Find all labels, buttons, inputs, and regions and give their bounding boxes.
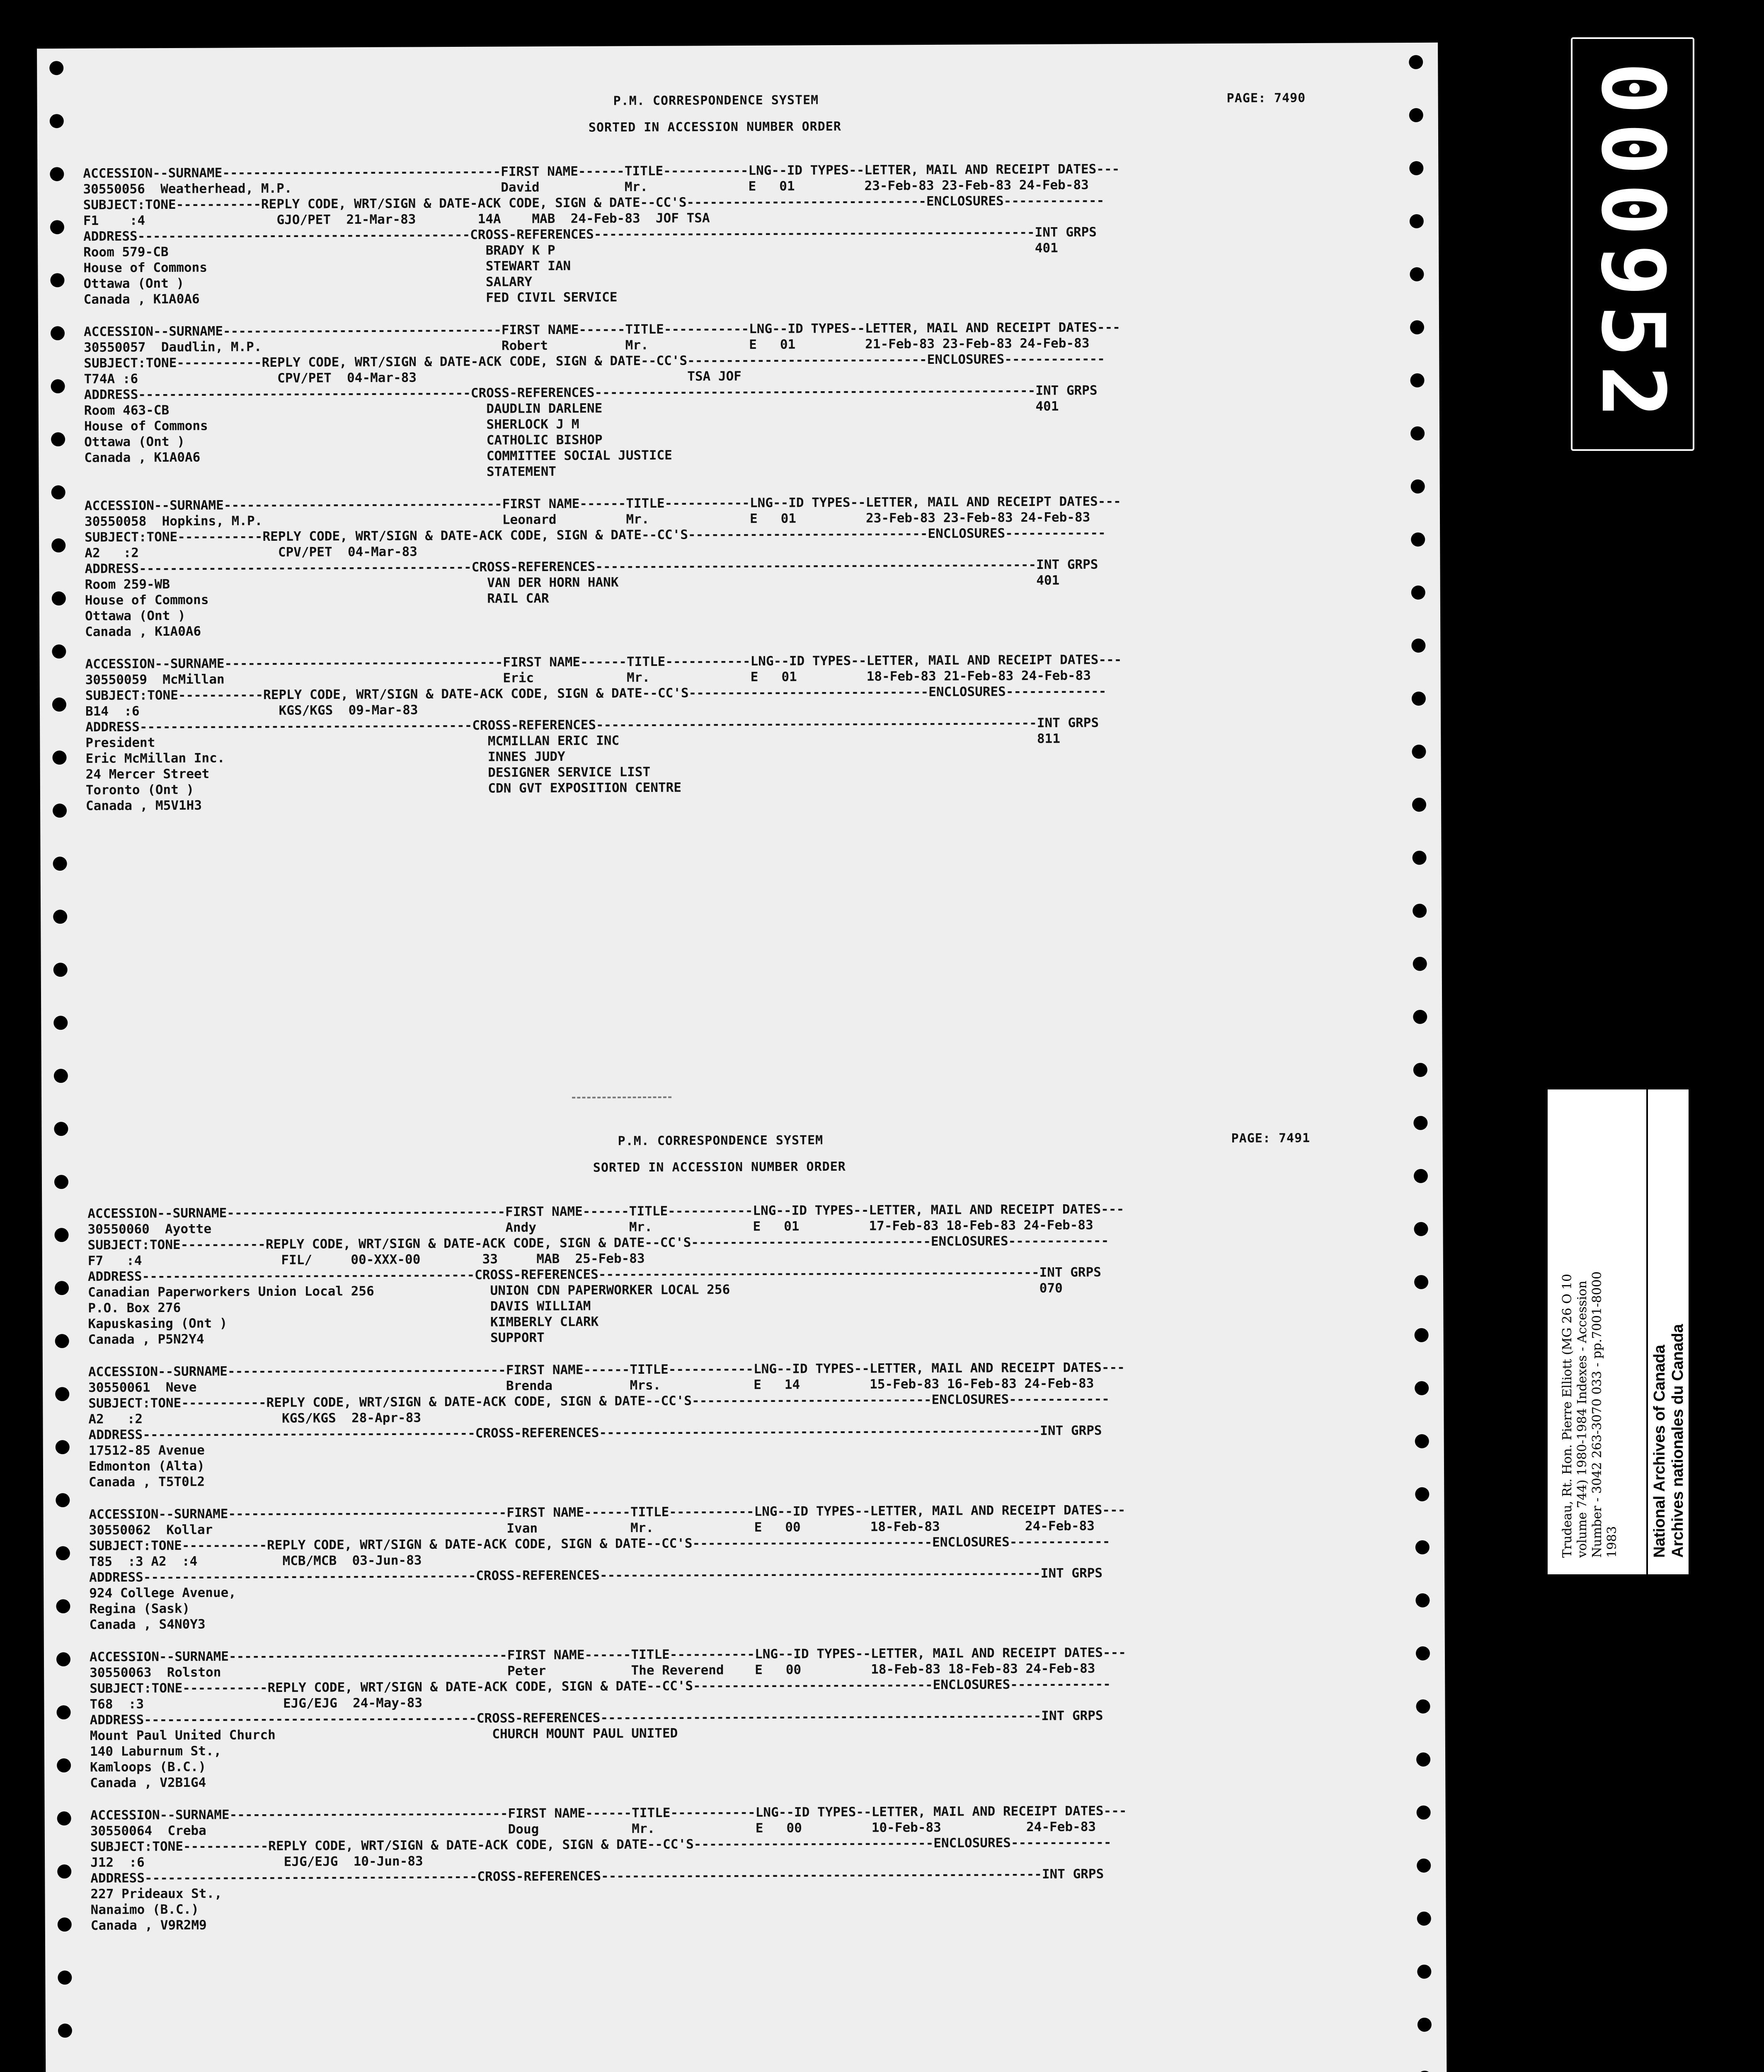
record-line: Canadian Paperworkers Union Local 256 UNION CDN PAPERWORKER LOCAL 256 070 bbox=[88, 1280, 1063, 1300]
page-perforation bbox=[572, 1097, 671, 1099]
record-line: ACCESSION--SURNAME------------------------------------FIRST NAME------TITLE-----------LNG--ID TYPES--LETTER, MAIL AND RECEIPT DATES--- bbox=[90, 1803, 1127, 1823]
record-line: ADDRESS-------------------------------------------CROSS-REFERENCES---------------------------------------------------------INT GRPS bbox=[87, 1265, 1101, 1284]
record-line: SUBJECT:TONE-----------REPLY CODE, WRT/SIGN & DATE-ACK CODE, SIGN & DATE--CC'S-------------------------------ENCLOSURES------------- bbox=[88, 1392, 1110, 1411]
record-line: ADDRESS-------------------------------------------CROSS-REFERENCES---------------------------------------------------------INT GRPS bbox=[84, 383, 1098, 402]
feed-hole bbox=[1413, 1116, 1427, 1130]
record-line: 30550062 Kollar Ivan Mr. E 00 18-Feb-83 24-Feb-83 bbox=[89, 1518, 1095, 1538]
record-line: Canada , V9R2M9 bbox=[90, 1917, 207, 1933]
record-line: 30550058 Hopkins, M.P. Leonard Mr. E 01 23-Feb-83 23-Feb-83 24-Feb-83 bbox=[84, 510, 1090, 529]
feed-hole bbox=[1409, 55, 1423, 69]
feed-hole bbox=[1415, 1434, 1429, 1448]
feed-hole bbox=[54, 1069, 68, 1083]
feed-hole bbox=[58, 1970, 72, 1985]
feed-hole bbox=[53, 963, 68, 977]
feed-hole bbox=[51, 485, 65, 499]
record-line: B14 :6 KGS/KGS 09-Mar-83 bbox=[85, 702, 418, 719]
feed-hole bbox=[1415, 1487, 1429, 1501]
feed-hole bbox=[1414, 1222, 1428, 1236]
record-line: Canada , S4N0Y3 bbox=[89, 1617, 206, 1632]
feed-hole bbox=[56, 1652, 70, 1666]
record-line: 30550061 Neve Brenda Mrs. E 14 15-Feb-83 16-Feb-83 24-Feb-83 bbox=[88, 1376, 1094, 1395]
feed-hole bbox=[52, 644, 66, 658]
record-line: 17512-85 Avenue bbox=[88, 1443, 205, 1458]
feed-hole bbox=[1415, 1381, 1429, 1395]
record-line: ADDRESS-------------------------------------------CROSS-REFERENCES---------------------------------------------------------INT GRPS bbox=[90, 1866, 1104, 1886]
record-line: 30550064 Creba Doug Mr. E 00 10-Feb-83 24-Feb-83 bbox=[90, 1819, 1096, 1839]
record-line: Edmonton (Alta) bbox=[88, 1458, 205, 1474]
feed-hole bbox=[50, 220, 64, 234]
feed-hole bbox=[1412, 798, 1426, 812]
record-line: 227 Prideaux St., bbox=[90, 1886, 222, 1902]
record-line: ACCESSION--SURNAME------------------------------------FIRST NAME------TITLE-----------LNG--ID TYPES--LETTER, MAIL AND RECEIPT DATES--- bbox=[83, 162, 1120, 181]
feed-hole bbox=[1417, 1912, 1431, 1926]
record-line: Toronto (Ont ) CDN GVT EXPOSITION CENTRE bbox=[85, 780, 682, 798]
record-line: 30550057 Daudlin, M.P. Robert Mr. E 01 21-Feb-83 23-Feb-83 24-Feb-83 bbox=[84, 336, 1090, 355]
feed-hole bbox=[1410, 373, 1424, 387]
correspondence-record bbox=[90, 1644, 1391, 1791]
feed-hole bbox=[1413, 957, 1427, 971]
record-line: ACCESSION--SURNAME------------------------------------FIRST NAME------TITLE-----------LNG--ID TYPES--LETTER, MAIL AND RECEIPT DATES--- bbox=[88, 1360, 1125, 1380]
feed-hole bbox=[56, 1546, 70, 1560]
feed-hole bbox=[54, 1175, 68, 1189]
record-line: SUBJECT:TONE-----------REPLY CODE, WRT/SIGN & DATE-ACK CODE, SIGN & DATE--CC'S-------------------------------ENCLOSURES------------- bbox=[85, 525, 1106, 545]
feed-hole bbox=[51, 538, 65, 552]
record-line: A2 :2 KGS/KGS 28-Apr-83 bbox=[88, 1410, 422, 1427]
record-line: T85 :3 A2 :4 MCB/MCB 03-Jun-83 bbox=[89, 1553, 422, 1569]
feed-hole bbox=[1415, 1593, 1430, 1607]
record-line: House of Commons RAIL CAR bbox=[85, 591, 549, 608]
feed-hole bbox=[53, 1016, 68, 1030]
feed-hole bbox=[52, 591, 66, 605]
record-line: Room 259-WB VAN DER HORN HANK 401 bbox=[85, 573, 1060, 592]
record-line: SUBJECT:TONE-----------REPLY CODE, WRT/SIGN & DATE-ACK CODE, SIGN & DATE--CC'S-------------------------------ENCLOSURES------------- bbox=[84, 351, 1105, 371]
record-line: ADDRESS-------------------------------------------CROSS-REFERENCES---------------------------------------------------------INT GRPS bbox=[83, 225, 1097, 244]
feed-hole bbox=[56, 1705, 70, 1719]
correspondence-record bbox=[85, 651, 1387, 814]
record-line: SUBJECT:TONE-----------REPLY CODE, WRT/SIGN & DATE-ACK CODE, SIGN & DATE--CC'S-------------------------------ENCLOSURES------------- bbox=[90, 1835, 1112, 1854]
feed-hole bbox=[51, 379, 65, 393]
feed-hole bbox=[57, 1864, 71, 1878]
feed-hole bbox=[1410, 426, 1425, 441]
record-line: ACCESSION--SURNAME------------------------------------FIRST NAME------TITLE-----------LNG--ID TYPES--LETTER, MAIL AND RECEIPT DATES--- bbox=[84, 494, 1121, 513]
feed-hole bbox=[52, 750, 66, 765]
feed-hole bbox=[1411, 639, 1425, 653]
record-line: SUBJECT:TONE-----------REPLY CODE, WRT/SIGN & DATE-ACK CODE, SIGN & DATE--CC'S-------------------------------ENCLOSURES------------- bbox=[85, 684, 1107, 703]
record-line: 140 Laburnum St., bbox=[90, 1743, 222, 1759]
record-line: ADDRESS-------------------------------------------CROSS-REFERENCES---------------------------------------------------------INT GRPS bbox=[89, 1566, 1103, 1585]
record-line: T68 :3 EJG/EJG 24-May-83 bbox=[90, 1695, 423, 1712]
feed-hole bbox=[55, 1281, 69, 1295]
record-line: Ottawa (Ont ) bbox=[85, 608, 186, 624]
record-line: Room 463-CB DAUDLIN DARLENE 401 bbox=[84, 399, 1059, 418]
feed-hole bbox=[56, 1440, 70, 1454]
feed-hole bbox=[53, 910, 67, 924]
correspondence-record bbox=[90, 1802, 1392, 1934]
correspondence-record bbox=[83, 160, 1385, 307]
feed-hole bbox=[1409, 161, 1423, 175]
feed-hole bbox=[1409, 108, 1423, 122]
feed-hole bbox=[1410, 267, 1424, 281]
page-number: PAGE: 7491 bbox=[1231, 1131, 1311, 1146]
feed-hole bbox=[1415, 1328, 1429, 1342]
archive-label bbox=[1546, 1088, 1690, 1576]
record-line: ACCESSION--SURNAME------------------------------------FIRST NAME------TITLE-----------LNG--ID TYPES--LETTER, MAIL AND RECEIPT DATES--- bbox=[83, 320, 1121, 339]
feed-hole bbox=[1410, 214, 1424, 228]
record-line: SUBJECT:TONE-----------REPLY CODE, WRT/SIGN & DATE-ACK CODE, SIGN & DATE--CC'S-------------------------------ENCLOSURES------------- bbox=[90, 1677, 1111, 1696]
record-line: SUBJECT:TONE-----------REPLY CODE, WRT/SIGN & DATE-ACK CODE, SIGN & DATE--CC'S-------------------------------ENCLOSURES------------- bbox=[83, 193, 1105, 213]
feed-hole bbox=[1413, 851, 1427, 865]
record-line: 30550060 Ayotte Andy Mr. E 01 17-Feb-83 18-Feb-83 24-Feb-83 bbox=[87, 1218, 1093, 1237]
printout-paper bbox=[37, 43, 1447, 2072]
correspondence-record bbox=[84, 318, 1386, 482]
record-line: ACCESSION--SURNAME------------------------------------FIRST NAME------TITLE-----------LNG--ID TYPES--LETTER, MAIL AND RECEIPT DATES--- bbox=[89, 1645, 1126, 1665]
record-line: STATEMENT bbox=[84, 464, 557, 481]
record-line: Canada , P5N2Y4 SUPPORT bbox=[88, 1330, 545, 1347]
record-line: Canada , V2B1G4 bbox=[90, 1775, 206, 1791]
record-line: ADDRESS-------------------------------------------CROSS-REFERENCES---------------------------------------------------------INT GRPS bbox=[88, 1423, 1102, 1443]
record-line: Room 579-CB BRADY K P 401 bbox=[83, 240, 1058, 260]
feed-hole bbox=[50, 273, 64, 287]
archive-brand-en: National Archives of Canada bbox=[1651, 1345, 1668, 1558]
correspondence-record bbox=[87, 1200, 1389, 1348]
page-number: PAGE: 7490 bbox=[1226, 91, 1306, 106]
record-line: Ottawa (Ont ) CATHOLIC BISHOP bbox=[84, 432, 603, 450]
feed-hole bbox=[1417, 1806, 1431, 1820]
feed-hole bbox=[1416, 1699, 1430, 1714]
feed-hole bbox=[50, 114, 64, 128]
record-line: J12 :6 EJG/EJG 10-Jun-83 bbox=[90, 1854, 423, 1870]
record-line: President MCMILLAN ERIC INC 811 bbox=[85, 731, 1061, 750]
feed-hole bbox=[50, 167, 64, 181]
archive-label-note: Trudeau, Rt. Hon. Pierre Elliott (MG 26 O 10 volume 744) 1980-1984 Indexes - Accession Number - 3042 263-3070 033 - pp.7001-8000 1983 bbox=[1560, 1271, 1619, 1558]
record-line: Nanaimo (B.C.) bbox=[90, 1902, 199, 1917]
record-line: ADDRESS-------------------------------------------CROSS-REFERENCES---------------------------------------------------------INT GRPS bbox=[85, 715, 1099, 735]
record-line: ACCESSION--SURNAME------------------------------------FIRST NAME------TITLE-----------LNG--ID TYPES--LETTER, MAIL AND RECEIPT DATES--- bbox=[89, 1502, 1126, 1522]
correspondence-record bbox=[89, 1501, 1391, 1633]
feed-hole bbox=[1412, 745, 1426, 759]
feed-hole bbox=[51, 326, 65, 340]
record-line: T74A :6 CPV/PET 04-Mar-83 TSA JOF bbox=[84, 368, 741, 387]
feed-hole bbox=[54, 1122, 68, 1136]
record-line: Mount Paul United Church CHURCH MOUNT PAUL UNITED bbox=[90, 1726, 678, 1743]
feed-hole bbox=[56, 1493, 70, 1507]
feed-hole bbox=[1412, 692, 1426, 706]
feed-hole bbox=[1410, 320, 1424, 334]
record-line: 24 Mercer Street DESIGNER SERVICE LIST bbox=[85, 764, 651, 782]
record-line: Canada , K1A0A6 FED CIVIL SERVICE bbox=[83, 290, 618, 307]
record-line: Canada , T5T0L2 bbox=[89, 1474, 205, 1490]
record-line: ACCESSION--SURNAME------------------------------------FIRST NAME------TITLE-----------LNG--ID TYPES--LETTER, MAIL AND RECEIPT DATES--- bbox=[85, 652, 1122, 672]
record-line: Canada , K1A0A6 bbox=[85, 624, 201, 639]
record-list bbox=[87, 1200, 1392, 1934]
feed-hole bbox=[56, 1599, 70, 1613]
report-page-7491 bbox=[87, 1130, 1392, 1934]
record-line: A2 :2 CPV/PET 04-Mar-83 bbox=[85, 544, 417, 561]
record-line: House of Commons SHERLOCK J M bbox=[84, 416, 579, 434]
feed-hole bbox=[1411, 586, 1425, 600]
feed-hole bbox=[1416, 1752, 1430, 1767]
record-line: Kapuskasing (Ont ) KIMBERLY CLARK bbox=[88, 1314, 599, 1331]
feed-hole bbox=[1413, 1010, 1427, 1024]
record-line: Eric McMillan Inc. INNES JUDY bbox=[85, 749, 565, 766]
feed-hole bbox=[55, 1387, 69, 1401]
correspondence-record bbox=[85, 492, 1386, 640]
record-line: Kamloops (B.C.) bbox=[90, 1759, 206, 1775]
feed-hole bbox=[53, 857, 67, 871]
archive-brand-fr: Archives nationales du Canada bbox=[1669, 1324, 1686, 1558]
record-line: F1 :4 GJO/PET 21-Mar-83 14A MAB 24-Feb-83 JOF TSA bbox=[83, 211, 710, 228]
feed-hole bbox=[1414, 1275, 1428, 1289]
correspondence-record bbox=[88, 1358, 1390, 1490]
feed-hole bbox=[57, 1811, 71, 1825]
frame-number: 000952 bbox=[1582, 62, 1684, 426]
record-line: 30550056 Weatherhead, M.P. David Mr. E 01 23-Feb-83 23-Feb-83 24-Feb-83 bbox=[83, 177, 1089, 197]
record-line: SUBJECT:TONE-----------REPLY CODE, WRT/SIGN & DATE-ACK CODE, SIGN & DATE--CC'S-------------------------------ENCLOSURES------------- bbox=[89, 1534, 1110, 1554]
record-line: F7 :4 FIL/ 00-XXX-00 33 MAB 25-Feb-83 bbox=[87, 1251, 645, 1268]
feed-hole bbox=[1413, 1063, 1427, 1077]
feed-hole bbox=[55, 1334, 69, 1348]
report-page-7490 bbox=[83, 90, 1388, 814]
frame-number-stamp bbox=[1571, 37, 1694, 451]
record-line: Regina (Sask) bbox=[89, 1601, 190, 1617]
record-line: Canada , M5V1H3 bbox=[85, 798, 202, 813]
feed-hole bbox=[58, 1917, 72, 1932]
record-line: P.O. Box 276 DAVIS WILLIAM bbox=[88, 1298, 591, 1316]
feed-hole bbox=[1411, 533, 1425, 547]
tractor-feed-holes-right bbox=[1409, 55, 1434, 2072]
record-line: Canada , K1A0A6 COMMITTEE SOCIAL JUSTICE bbox=[84, 448, 672, 465]
feed-hole bbox=[1411, 479, 1425, 494]
feed-hole bbox=[1414, 1169, 1428, 1183]
feed-hole bbox=[1417, 1965, 1431, 1979]
record-line: ADDRESS-------------------------------------------CROSS-REFERENCES---------------------------------------------------------INT GRPS bbox=[90, 1708, 1103, 1728]
record-line: ACCESSION--SURNAME------------------------------------FIRST NAME------TITLE-----------LNG--ID TYPES--LETTER, MAIL AND RECEIPT DATES--- bbox=[87, 1201, 1124, 1221]
feed-hole bbox=[1413, 904, 1427, 918]
archive-brand bbox=[1648, 1089, 1689, 1574]
record-line: House of Commons STEWART IAN bbox=[83, 258, 571, 276]
record-line: 924 College Avenue, bbox=[89, 1585, 236, 1601]
feed-hole bbox=[58, 2024, 72, 2038]
feed-hole bbox=[1418, 2018, 1432, 2032]
report-title: P.M. CORRESPONDENCE SYSTEM bbox=[613, 93, 819, 109]
record-line: 30550059 McMillan Eric Mr. E 01 18-Feb-83 21-Feb-83 24-Feb-83 bbox=[85, 668, 1091, 687]
tractor-feed-holes-left bbox=[49, 61, 75, 2072]
feed-hole bbox=[1417, 1859, 1431, 1873]
feed-hole bbox=[51, 432, 65, 446]
report-title: P.M. CORRESPONDENCE SYSTEM bbox=[618, 1133, 824, 1149]
feed-hole bbox=[53, 804, 67, 818]
record-list bbox=[83, 160, 1387, 814]
sort-order-label: SORTED IN ACCESSION NUMBER ORDER bbox=[588, 119, 841, 135]
feed-hole bbox=[49, 61, 63, 75]
sort-order-label: SORTED IN ACCESSION NUMBER ORDER bbox=[593, 1159, 846, 1175]
record-line: ADDRESS-------------------------------------------CROSS-REFERENCES---------------------------------------------------------INT GRPS bbox=[85, 557, 1098, 576]
feed-hole bbox=[54, 1228, 68, 1242]
feed-hole bbox=[1416, 1646, 1430, 1661]
feed-hole bbox=[1415, 1540, 1430, 1554]
feed-hole bbox=[52, 697, 66, 712]
record-line: 30550063 Rolston Peter The Reverend E 00 18-Feb-83 18-Feb-83 24-Feb-83 bbox=[90, 1661, 1095, 1680]
record-line: SUBJECT:TONE-----------REPLY CODE, WRT/SIGN & DATE-ACK CODE, SIGN & DATE--CC'S-------------------------------ENCLOSURES------------- bbox=[87, 1233, 1109, 1253]
record-line: Ottawa (Ont ) SALARY bbox=[83, 274, 533, 291]
feed-hole bbox=[57, 1758, 71, 1772]
